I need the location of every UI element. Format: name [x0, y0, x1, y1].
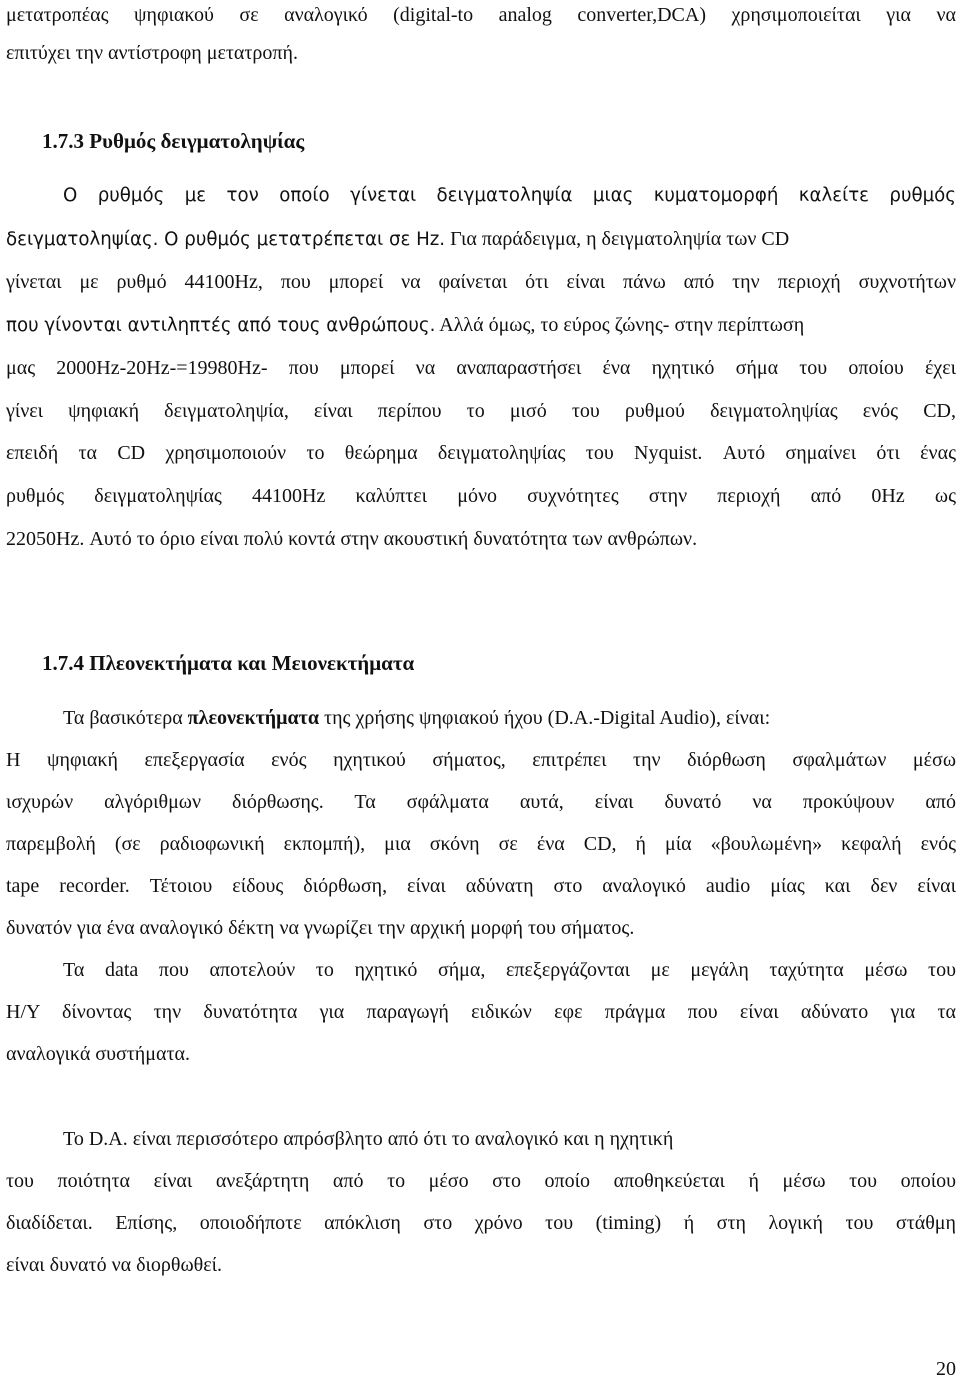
text-line: γίνει ψηφιακή δειγματοληψία, είναι περίπου το μισό του ρυθμού δειγματοληψίας ενός CD, — [6, 400, 956, 422]
text-line: tape recorder. Τέτοιου είδους διόρθωση, είναι αδύνατη στο αναλογικό audio μίας και δεν είναι — [6, 875, 956, 897]
section-heading: 1.7.4 Πλεονεκτήματα και Μειονεκτήματα — [42, 651, 415, 675]
text-span: Για παράδειγμα, η δειγματοληψία των CD — [445, 228, 790, 250]
text-line: επειδή τα CD χρησιμοποιούν το θεώρημα δειγματοληψίας του Nyquist. Αυτό σημαίνει ότι ένας — [6, 442, 956, 464]
text-line: είναι δυνατό να διορθωθεί. — [6, 1254, 222, 1276]
text-line — [6, 227, 956, 252]
text-line: μετατροπέας ψηφιακού σε αναλογικό (digital-to analog converter,DCA) χρησιμοποιείται για να — [6, 4, 956, 26]
text-span: Αλλά όμως, το εύρος ζώνης- στην περίπτωση — [435, 314, 805, 336]
text-line: ισχυρών αλγόριθμων διόρθωσης. Τα σφάλματα αυτά, είναι δυνατό να προκύψουν από — [6, 791, 956, 813]
text-line: Τα data που αποτελούν το ηχητικό σήμα, επεξεργάζονται με μεγάλη ταχύτητα μέσω του — [63, 959, 956, 981]
page-number: 20 — [936, 1358, 956, 1380]
text-span: που γίνονται αντιληπτές από τους ανθρώπους. — [6, 315, 436, 336]
text-line: μας 2000Hz-20Hz-=19980Hz- που μπορεί να αναπαραστήσει ένα ηχητικό σήμα του οποίου έχει — [6, 357, 956, 379]
text-line: Η/Υ δίνοντας την δυνατότητα για παραγωγή ειδικών εφε πράγμα που είναι αδύνατο για τα — [6, 1001, 956, 1023]
text-line: του ποιότητα είναι ανεξάρτητη από το μέσο στο οποίο αποθηκεύεται ή μέσω του οποίου — [6, 1170, 956, 1192]
text-line: επιτύχει την αντίστροφη μετατροπή. — [6, 42, 298, 64]
text-line: ρυθμός δειγματοληψίας 44100Hz καλύπτει μόνο συχνότητες στην περιοχή από 0Hz ως — [6, 485, 956, 507]
text-line: Η ψηφιακή επεξεργασία ενός ηχητικού σήματος, επιτρέπει την διόρθωση σφαλμάτων μέσω — [6, 749, 956, 771]
text-span: δειγματοληψίας. Ο ρυθμός μετατρέπεται σε Hz. — [6, 229, 446, 250]
text-line: δυνατόν για ένα αναλογικό δέκτη να γνωρίζει την αρχική μορφή του σήματος. — [6, 917, 635, 939]
text-span: Τα βασικότερα — [63, 707, 188, 729]
text-line: Το D.A. είναι περισσότερο απρόσβλητο από ότι το αναλογικό και η ηχητική — [63, 1128, 674, 1150]
text-line: διαδίδεται. Επίσης, οποιοδήποτε απόκλιση στο χρόνο του (timing) ή στη λογική του στάθμη — [6, 1212, 956, 1234]
text-span: της χρήσης ψηφιακού ήχου (D.A.-Digital Audio), είναι: — [319, 707, 771, 729]
text-line — [63, 706, 960, 730]
text-line: γίνεται με ρυθμό 44100Hz, που μπορεί να φαίνεται ότι είναι πάνω από την περιοχή συχνοτήτων — [6, 271, 956, 293]
text-line: Ο ρυθμός με τον οποίο γίνεται δειγματοληψία μιας κυματομορφή καλείτε ρυθμός — [63, 185, 956, 206]
text-line: 22050Hz. Αυτό το όριο είναι πολύ κοντά στην ακουστική δυνατότητα των ανθρώπων. — [6, 528, 698, 550]
section-heading: 1.7.3 Ρυθμός δειγματοληψίας — [42, 129, 305, 153]
text-line: παρεμβολή (σε ραδιοφωνική εκπομπή), μια σκόνη σε ένα CD, ή μία «βουλωμένη» κεφαλή ενός — [6, 833, 956, 855]
text-line: αναλογικά συστήματα. — [6, 1043, 190, 1065]
bold-text: πλεονεκτήματα — [187, 707, 320, 729]
text-line — [6, 313, 956, 338]
